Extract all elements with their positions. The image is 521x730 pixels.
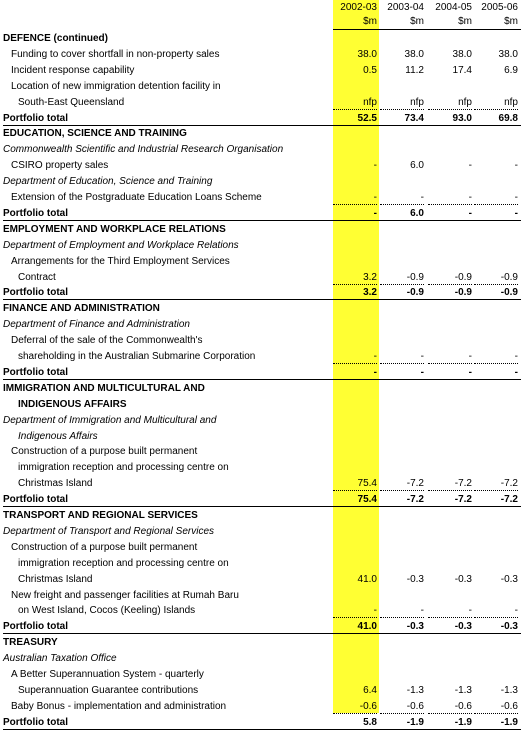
year-header-2004-05: 2004-05 [435, 2, 472, 13]
portfolio-total-row [0, 492, 521, 507]
value-cell-2004-05: - [468, 605, 472, 616]
value-cell-2005-06: 69.8 [498, 113, 518, 124]
value-cell-2002-03: 3.2 [363, 287, 377, 298]
value-cell-2002-03: 5.8 [363, 717, 377, 728]
value-cell-2005-06: -0.6 [500, 701, 518, 712]
year-header-2003-04: 2003-04 [387, 2, 424, 13]
row-label: on West Island, Cocos (Keeling) Islands [18, 605, 196, 616]
department-row [0, 174, 521, 189]
subtotal-rule [333, 490, 377, 491]
row-label: Department of Finance and Administration [3, 319, 190, 330]
value-cell-2003-04: - [420, 351, 424, 362]
section-heading-row [0, 301, 521, 316]
row-label: Construction of a purpose built permanent [11, 446, 198, 457]
section-heading-row [0, 31, 521, 46]
portfolio-total-row [0, 206, 521, 221]
year-header-2002-03: 2002-03 [340, 2, 377, 13]
table-row [0, 349, 521, 364]
portfolio-total-row [0, 365, 521, 380]
value-cell-2004-05: nfp [458, 97, 472, 108]
table-row [0, 95, 521, 110]
row-label: EDUCATION, SCIENCE AND TRAINING [3, 128, 187, 139]
value-cell-2004-05: 93.0 [452, 113, 472, 124]
subtotal-rule [380, 109, 424, 110]
subtotal-rule [333, 363, 377, 364]
department-row [0, 142, 521, 157]
value-cell-2003-04: -0.3 [406, 621, 424, 632]
table-row [0, 667, 521, 682]
table-row [0, 270, 521, 285]
value-cell-2004-05: -0.9 [454, 287, 472, 298]
value-cell-2003-04: 73.4 [404, 113, 424, 124]
subtotal-rule [474, 713, 518, 714]
subtotal-rule [428, 109, 472, 110]
portfolio-total-row [0, 715, 521, 730]
value-cell-2005-06: -1.3 [500, 685, 518, 696]
value-cell-2005-06: -7.2 [500, 478, 518, 489]
portfolio-total-label: Portfolio total [3, 287, 68, 298]
portfolio-total-label: Portfolio total [3, 208, 68, 219]
value-cell-2003-04: -1.9 [406, 717, 424, 728]
subtotal-rule [474, 363, 518, 364]
row-label: Location of new immigration detention facility in [11, 81, 221, 92]
total-rule [3, 379, 521, 380]
unit-header: $m [504, 16, 518, 27]
value-cell-2004-05: - [468, 192, 472, 203]
value-cell-2002-03: 38.0 [357, 49, 377, 60]
value-cell-2002-03: 6.4 [363, 685, 377, 696]
value-cell-2003-04: 38.0 [404, 49, 424, 60]
row-label: A Better Superannuation System - quarterly [11, 669, 204, 680]
value-cell-2005-06: -0.3 [500, 621, 518, 632]
total-rule [3, 220, 521, 221]
value-cell-2004-05: -0.3 [454, 621, 472, 632]
header-units-row [0, 14, 521, 29]
subtotal-rule [333, 109, 377, 110]
value-cell-2002-03: - [373, 367, 377, 378]
section-heading-row [0, 126, 521, 141]
value-cell-2003-04: - [420, 367, 424, 378]
value-cell-2002-03: 0.5 [363, 65, 377, 76]
value-cell-2005-06: 6.9 [504, 65, 518, 76]
row-label: CSIRO property sales [11, 160, 109, 171]
department-row [0, 651, 521, 666]
row-label: IMMIGRATION AND MULTICULTURAL AND [3, 383, 205, 394]
value-cell-2002-03: 75.4 [357, 494, 377, 505]
value-cell-2003-04: -0.9 [406, 272, 424, 283]
header-rule [333, 29, 521, 30]
value-cell-2003-04: -7.2 [406, 494, 424, 505]
row-label: TREASURY [3, 637, 58, 648]
table-row [0, 47, 521, 62]
table-row [0, 572, 521, 587]
row-label: EMPLOYMENT AND WORKPLACE RELATIONS [3, 224, 226, 235]
year-header-2005-06: 2005-06 [481, 2, 518, 13]
value-cell-2002-03: 41.0 [357, 621, 377, 632]
department-row [0, 317, 521, 332]
total-rule [3, 506, 521, 507]
value-cell-2003-04: -0.9 [406, 287, 424, 298]
value-cell-2003-04: -1.3 [406, 685, 424, 696]
department-row [0, 524, 521, 539]
portfolio-total-label: Portfolio total [3, 494, 68, 505]
table-row [0, 254, 521, 269]
portfolio-total-row [0, 619, 521, 634]
portfolio-total-row [0, 285, 521, 300]
value-cell-2004-05: - [468, 160, 472, 171]
value-cell-2004-05: -0.3 [454, 574, 472, 585]
value-cell-2004-05: 38.0 [452, 49, 472, 60]
table-row [0, 476, 521, 491]
department-row [0, 238, 521, 253]
table-row [0, 79, 521, 94]
value-cell-2003-04: nfp [410, 97, 424, 108]
row-label: Australian Taxation Office [3, 653, 117, 664]
value-cell-2005-06: nfp [504, 97, 518, 108]
row-label: Department of Transport and Regional Services [3, 526, 215, 537]
subtotal-rule [474, 617, 518, 618]
row-label: Indigenous Affairs [18, 431, 98, 442]
value-cell-2004-05: - [468, 208, 472, 219]
table-row [0, 699, 521, 714]
value-cell-2005-06: - [514, 192, 518, 203]
row-label: INDIGENOUS AFFAIRS [18, 399, 127, 410]
table-row [0, 444, 521, 459]
value-cell-2004-05: -0.6 [454, 701, 472, 712]
row-label: Extension of the Postgraduate Education Loans Scheme [11, 192, 262, 203]
row-label: Superannuation Guarantee contributions [18, 685, 199, 696]
value-cell-2004-05: -7.2 [454, 478, 472, 489]
row-label: New freight and passenger facilities at Rumah Baru [11, 590, 239, 601]
value-cell-2003-04: - [420, 605, 424, 616]
row-label: FINANCE AND ADMINISTRATION [3, 303, 160, 314]
value-cell-2002-03: 3.2 [363, 272, 377, 283]
value-cell-2005-06: -7.2 [500, 494, 518, 505]
value-cell-2005-06: -0.9 [500, 272, 518, 283]
value-cell-2005-06: -0.9 [500, 287, 518, 298]
value-cell-2005-06: - [514, 367, 518, 378]
value-cell-2002-03: -0.6 [359, 701, 377, 712]
subtotal-rule [333, 617, 377, 618]
section-heading-row [0, 222, 521, 237]
value-cell-2005-06: -1.9 [500, 717, 518, 728]
value-cell-2005-06: - [514, 208, 518, 219]
subtotal-rule [474, 490, 518, 491]
table-row [0, 540, 521, 555]
value-cell-2005-06: -0.3 [500, 574, 518, 585]
value-cell-2002-03: 41.0 [357, 574, 377, 585]
department-row [0, 413, 521, 428]
value-cell-2002-03: - [373, 160, 377, 171]
table-row [0, 190, 521, 205]
value-cell-2003-04: -7.2 [406, 478, 424, 489]
section-heading-row [0, 381, 521, 396]
total-rule [3, 299, 521, 300]
row-label: immigration reception and processing centre on [18, 558, 229, 569]
portfolio-total-label: Portfolio total [3, 621, 68, 632]
row-label: Incident response capability [11, 65, 135, 76]
subtotal-rule [428, 204, 472, 205]
subtotal-rule [380, 363, 424, 364]
value-cell-2004-05: -1.3 [454, 685, 472, 696]
row-label: Department of Employment and Workplace Relations [3, 240, 239, 251]
unit-header: $m [410, 16, 424, 27]
row-label: Christmas Island [18, 478, 93, 489]
value-cell-2004-05: - [468, 367, 472, 378]
row-label: Baby Bonus - implementation and administration [11, 701, 227, 712]
section-heading-row [0, 508, 521, 523]
value-cell-2005-06: - [514, 160, 518, 171]
table-row [0, 63, 521, 78]
value-cell-2002-03: 52.5 [357, 113, 377, 124]
row-label: shareholding in the Australian Submarine Corporation [18, 351, 256, 362]
value-cell-2005-06: 38.0 [498, 49, 518, 60]
value-cell-2002-03: - [373, 208, 377, 219]
value-cell-2002-03: - [373, 605, 377, 616]
row-label: Commonwealth Scientific and Industrial Research Organisation [3, 144, 284, 155]
subtotal-rule [428, 713, 472, 714]
value-cell-2002-03: - [373, 192, 377, 203]
subtotal-rule [333, 713, 377, 714]
subtotal-rule [380, 617, 424, 618]
row-label: TRANSPORT AND REGIONAL SERVICES [3, 510, 198, 521]
subtotal-rule [428, 490, 472, 491]
table-row [0, 603, 521, 618]
subtotal-rule [380, 713, 424, 714]
row-label: Department of Immigration and Multicultural and [3, 415, 217, 426]
row-label: immigration reception and processing centre on [18, 462, 229, 473]
value-cell-2004-05: -7.2 [454, 494, 472, 505]
portfolio-total-label: Portfolio total [3, 113, 68, 124]
value-cell-2002-03: 75.4 [357, 478, 377, 489]
portfolio-total-label: Portfolio total [3, 367, 68, 378]
table-row [0, 588, 521, 603]
row-label: Department of Education, Science and Training [3, 176, 213, 187]
subtotal-rule [380, 490, 424, 491]
section-heading-row [0, 635, 521, 650]
value-cell-2005-06: - [514, 351, 518, 362]
value-cell-2004-05: -1.9 [454, 717, 472, 728]
subtotal-rule [474, 204, 518, 205]
unit-header: $m [458, 16, 472, 27]
portfolio-total-label: Portfolio total [3, 717, 68, 728]
section-heading-row [0, 397, 521, 412]
table-row [0, 333, 521, 348]
header-years-row [0, 0, 521, 15]
value-cell-2003-04: 6.0 [410, 208, 424, 219]
value-cell-2003-04: - [420, 192, 424, 203]
value-cell-2002-03: nfp [363, 97, 377, 108]
row-label: Deferral of the sale of the Commonwealth's [11, 335, 203, 346]
unit-header: $m [363, 16, 377, 27]
table-row [0, 460, 521, 475]
row-label: Funding to cover shortfall in non-property sales [11, 49, 220, 60]
row-label: Construction of a purpose built permanent [11, 542, 198, 553]
value-cell-2003-04: -0.3 [406, 574, 424, 585]
table-row [0, 556, 521, 571]
subtotal-rule [428, 363, 472, 364]
subtotal-rule [474, 109, 518, 110]
row-label: Arrangements for the Third Employment Services [11, 256, 230, 267]
value-cell-2003-04: 6.0 [410, 160, 424, 171]
portfolio-total-row [0, 111, 521, 126]
table-row [0, 683, 521, 698]
subtotal-rule [428, 617, 472, 618]
subtotal-rule [380, 204, 424, 205]
department-row [0, 429, 521, 444]
value-cell-2002-03: - [373, 351, 377, 362]
value-cell-2005-06: - [514, 605, 518, 616]
row-label: DEFENCE (continued) [3, 33, 108, 44]
table-row [0, 158, 521, 173]
value-cell-2004-05: - [468, 351, 472, 362]
subtotal-rule [333, 204, 377, 205]
row-label: Christmas Island [18, 574, 93, 585]
value-cell-2004-05: 17.4 [452, 65, 472, 76]
row-label: South-East Queensland [18, 97, 125, 108]
value-cell-2003-04: -0.6 [406, 701, 424, 712]
value-cell-2004-05: -0.9 [454, 272, 472, 283]
value-cell-2003-04: 11.2 [405, 65, 424, 76]
total-rule [3, 633, 521, 634]
row-label: Contract [18, 272, 56, 283]
